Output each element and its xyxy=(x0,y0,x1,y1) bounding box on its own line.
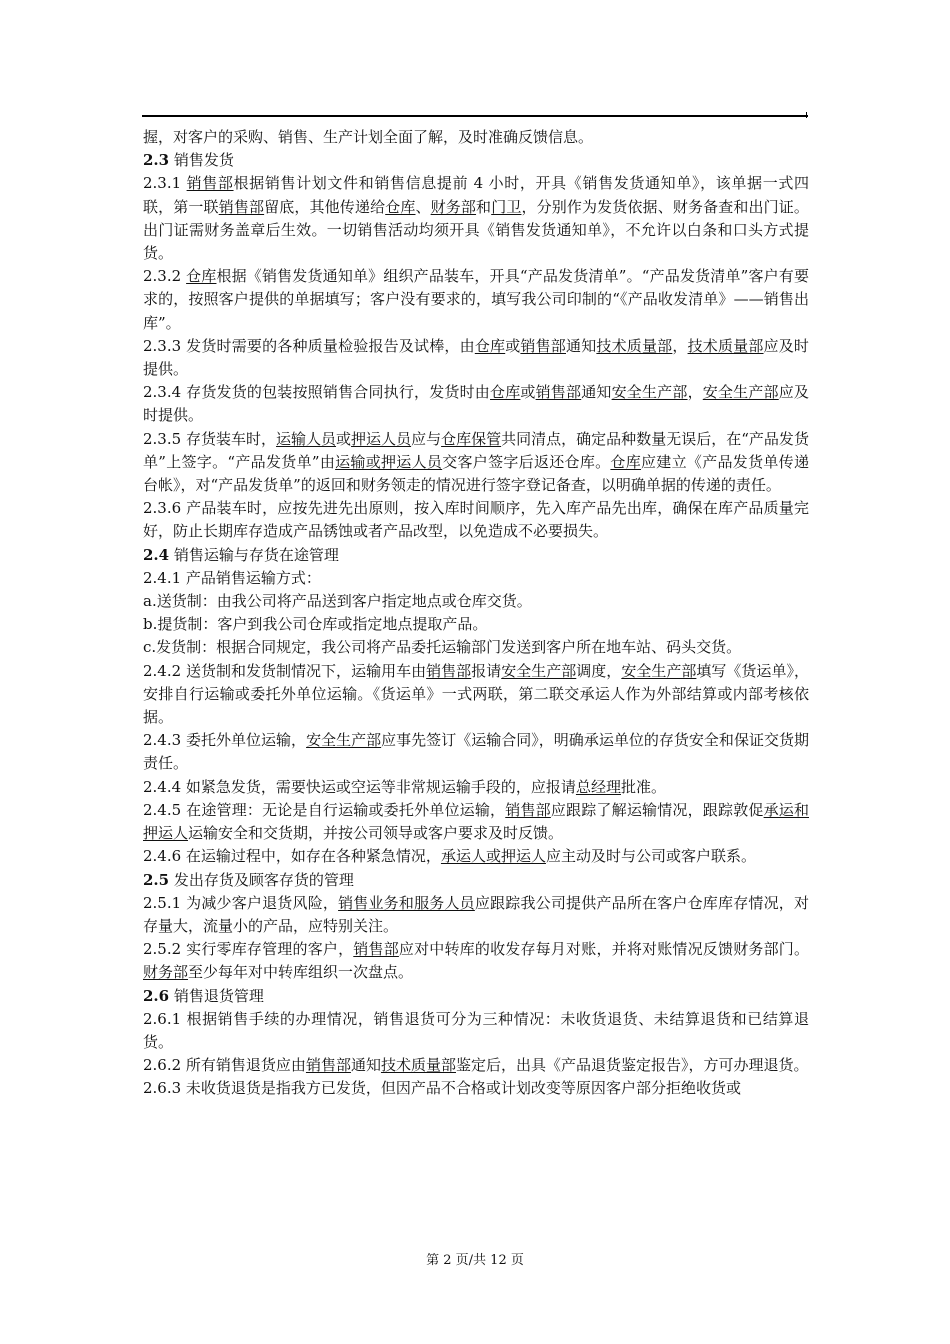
paragraph xyxy=(143,265,809,335)
text-run: 握，对客户的采购、销售、生产计划全面了解，及时准确反馈信息。 xyxy=(143,128,594,146)
underlined-term: 安全生产部 xyxy=(702,383,779,402)
underlined-term: 仓库 xyxy=(186,267,217,286)
text-run: 2.4.4 如紧急发货，需要快运或空运等非常规运输手段的，应报请 xyxy=(143,777,576,796)
paragraph xyxy=(143,845,809,868)
header-rule-tick xyxy=(806,112,807,118)
text-run: 销售运输与存货在途管理 xyxy=(169,545,339,564)
text-run: 2.4.1 产品销售运输方式： xyxy=(143,568,321,587)
underlined-term: 销售部 xyxy=(353,940,399,959)
text-run: 至少每年对中转库组织一次盘点。 xyxy=(188,963,414,982)
text-run: 发出存货及顾客存货的管理 xyxy=(169,870,354,889)
paragraph xyxy=(143,1008,809,1054)
underlined-term: 承运和押运人 xyxy=(143,800,809,843)
section-number: 2.5 xyxy=(143,870,170,889)
section-heading xyxy=(143,985,809,1008)
text-run: 应跟踪了解运输情况，跟踪敦促 xyxy=(550,800,764,819)
paragraph xyxy=(143,1054,809,1077)
text-run: 根据《销售发货通知单》组织产品装车，开具“产品发货清单”。“产品发货清单”客户有要求的，按照客户提供的单据填写；客户没有要求的，填写我公司印制的“《产品收发清单》——销售出库”。 xyxy=(143,267,809,332)
text-run: 通知 xyxy=(581,383,612,402)
section-heading xyxy=(143,869,809,892)
text-run: 和 xyxy=(476,197,492,216)
underlined-term: 技术质量部 xyxy=(596,336,673,355)
text-run: 2.3.5 存货装车时， xyxy=(143,429,276,448)
paragraph xyxy=(143,938,809,984)
document-body xyxy=(143,126,809,1101)
text-run: 2.3.3 发货时需要的各种质量检验报告及试棒，由 xyxy=(143,336,475,355)
paragraph xyxy=(143,660,809,730)
paragraph xyxy=(143,636,809,659)
underlined-term: 仓库 xyxy=(385,197,416,216)
text-run: 交客户签字后返还仓库。 xyxy=(442,452,611,471)
text-run: 应事先签订《运输合同》，明确承运单位的存货安全和保证交货期责任。 xyxy=(143,731,809,773)
underlined-term: 运输人员 xyxy=(276,429,337,448)
text-run: a.送货制：由我公司将产品送到客户指定地点或仓库交货。 xyxy=(143,592,532,611)
underlined-term: 销售部 xyxy=(218,197,265,216)
text-run: b.提货制：客户到我公司仓库或指定地点提取产品。 xyxy=(143,615,488,634)
text-run: 调度， xyxy=(576,661,622,680)
paragraph xyxy=(143,497,809,543)
text-run: 通知 xyxy=(350,1056,381,1075)
section-number: 2.3 xyxy=(143,151,170,170)
text-run: 、 xyxy=(415,197,431,216)
underlined-term: 门卫 xyxy=(491,197,522,216)
text-run: 应主动及时与公司或客户联系。 xyxy=(545,847,756,866)
paragraph xyxy=(143,172,809,265)
header-rule xyxy=(142,115,808,117)
text-run: 2.6.1 根据销售手续的办理情况，销售退货可分为三种情况：未收货退货、未结算退货和已结算退货。 xyxy=(143,1009,809,1051)
underlined-term: 押运人员 xyxy=(351,429,412,448)
text-run: 应与 xyxy=(411,429,442,448)
text-run: 2.4.3 委托外单位运输， xyxy=(143,731,307,750)
paragraph xyxy=(143,335,809,381)
text-run: c.发货制：根据合同规定，我公司将产品委托运输部门发送到客户所在地车站、码头交货。 xyxy=(143,638,742,657)
paragraph xyxy=(143,892,809,938)
paragraph xyxy=(143,567,809,590)
underlined-term: 总经理 xyxy=(575,777,621,796)
text-run: 2.3.2 xyxy=(143,267,187,286)
underlined-term: 技术质量部 xyxy=(380,1056,456,1075)
text-run: 2.6.3 未收货退货是指我方已发货，但因产品不合格或计划改变等原因客户部分拒绝收货或 xyxy=(143,1079,741,1098)
underlined-term: 销售业务和服务人员 xyxy=(338,893,475,912)
text-run: 应跟踪我公司提供产品所在客户仓库库存情况，对存量大，流量小的产品，应特别关注。 xyxy=(143,893,809,935)
text-run: 2.4.6 在运输过程中，如存在各种紧急情况， xyxy=(143,847,441,866)
underlined-term: 财务部 xyxy=(430,197,477,216)
text-run: 销售发货 xyxy=(169,151,234,170)
text-run: 或 xyxy=(505,336,521,355)
section-heading xyxy=(143,149,809,172)
text-run: 填写《货运单》，安排自行运输或委托外单位运输。《货运单》一式两联，第二联交承运人作为外部结算或内部考核依据。 xyxy=(143,661,809,727)
paragraph xyxy=(143,428,809,498)
section-number: 2.6 xyxy=(143,986,170,1005)
underlined-term: 销售部 xyxy=(426,661,472,680)
text-run: 鉴定后，出具《产品退货鉴定报告》，方可办理退货。 xyxy=(455,1056,809,1075)
underlined-term: 销售部 xyxy=(305,1056,351,1075)
underlined-term: 仓库 xyxy=(474,336,506,355)
text-run: ， xyxy=(672,336,688,355)
text-run: 运输安全和交货期，并按公司领导或客户要求及时反馈。 xyxy=(188,824,564,843)
paragraph xyxy=(143,126,809,149)
underlined-term: 安全生产部 xyxy=(621,661,697,680)
text-run: 2.3.1 xyxy=(143,174,187,193)
text-run: 2.3.6 产品装车时，应按先进先出原则，按入库时间顺序，先入库产品先出库，确保在库产品质量完好，防止长期库存造成产品锈蚀或者产品改型，以免造成不必要损失。 xyxy=(143,499,809,541)
text-run: 根据销售计划文件和销售信息提前 4 小时，开具《销售发货通知单》，该单据一式四联，第一联 xyxy=(143,174,809,216)
text-run: 应及时提供。 xyxy=(143,336,809,379)
underlined-term: 销售部 xyxy=(520,336,566,355)
text-run: 报请 xyxy=(471,661,502,680)
underlined-term: 仓库 xyxy=(610,452,642,471)
underlined-term: 仓库 xyxy=(490,383,521,402)
text-run: 2.3.4 存货发货的包装按照销售合同执行，发货时由 xyxy=(143,383,491,402)
paragraph xyxy=(143,381,809,427)
section-number: 2.4 xyxy=(143,545,170,564)
text-run: ，分别作为发货依据、财务备查和出门证。出门证需财务盖章后生效。一切销售活动均须开具《销售发货通知单》，不允许以白条和口头方式提货。 xyxy=(143,197,809,263)
paragraph xyxy=(143,776,809,799)
text-run: 2.6.2 所有销售退货应由 xyxy=(143,1056,306,1075)
text-run: 2.4.5 在途管理：无论是自行运输或委托外单位运输， xyxy=(143,800,506,819)
underlined-term: 承运人或押运人 xyxy=(440,847,546,866)
text-run: 留底，其他传递给 xyxy=(264,197,386,216)
underlined-term: 安全生产部 xyxy=(306,731,382,750)
paragraph xyxy=(143,729,809,775)
underlined-term: 技术质量部 xyxy=(687,336,764,355)
text-run: 应对中转库的收发存每月对账，并将对账情况反馈财务部门。 xyxy=(398,940,809,959)
underlined-term: 运输或押运人员 xyxy=(335,452,443,471)
text-run: 2.5.1 为减少客户退货风险， xyxy=(143,893,339,912)
text-run: 或 xyxy=(520,383,536,402)
underlined-term: 销售部 xyxy=(186,174,234,193)
underlined-term: 安全生产部 xyxy=(611,383,688,402)
page-footer: 第 2 页/共 12 页 xyxy=(426,1253,524,1268)
text-run: 应建立《产品发货单传递台帐》，对“产品发货单”的返回和财务领走的情况进行签字登记备查，以明确单据的传递的责任。 xyxy=(143,452,809,495)
underlined-term: 财务部 xyxy=(143,963,189,982)
text-run: 共同清点，确定品种数量无误后，在“产品发货单”上签字。“产品发货单”由 xyxy=(143,429,809,471)
underlined-term: 销售部 xyxy=(505,800,551,819)
paragraph xyxy=(143,799,809,845)
text-run: 应及时提供。 xyxy=(143,383,809,425)
text-run: 2.4.2 送货制和发货制情况下，运输用车由 xyxy=(143,661,427,680)
paragraph xyxy=(143,1077,809,1100)
section-heading xyxy=(143,544,809,567)
text-run: 2.5.2 实行零库存管理的客户， xyxy=(143,940,354,959)
text-run: ， xyxy=(687,383,703,402)
text-run: 销售退货管理 xyxy=(169,986,264,1005)
underlined-term: 安全生产部 xyxy=(501,661,577,680)
underlined-term: 销售部 xyxy=(535,383,582,402)
text-run: 或 xyxy=(336,429,352,448)
text-run: 批准。 xyxy=(620,777,666,796)
underlined-term: 仓库保管 xyxy=(441,429,502,448)
paragraph xyxy=(143,590,809,613)
paragraph xyxy=(143,613,809,636)
text-run: 通知 xyxy=(566,336,597,355)
